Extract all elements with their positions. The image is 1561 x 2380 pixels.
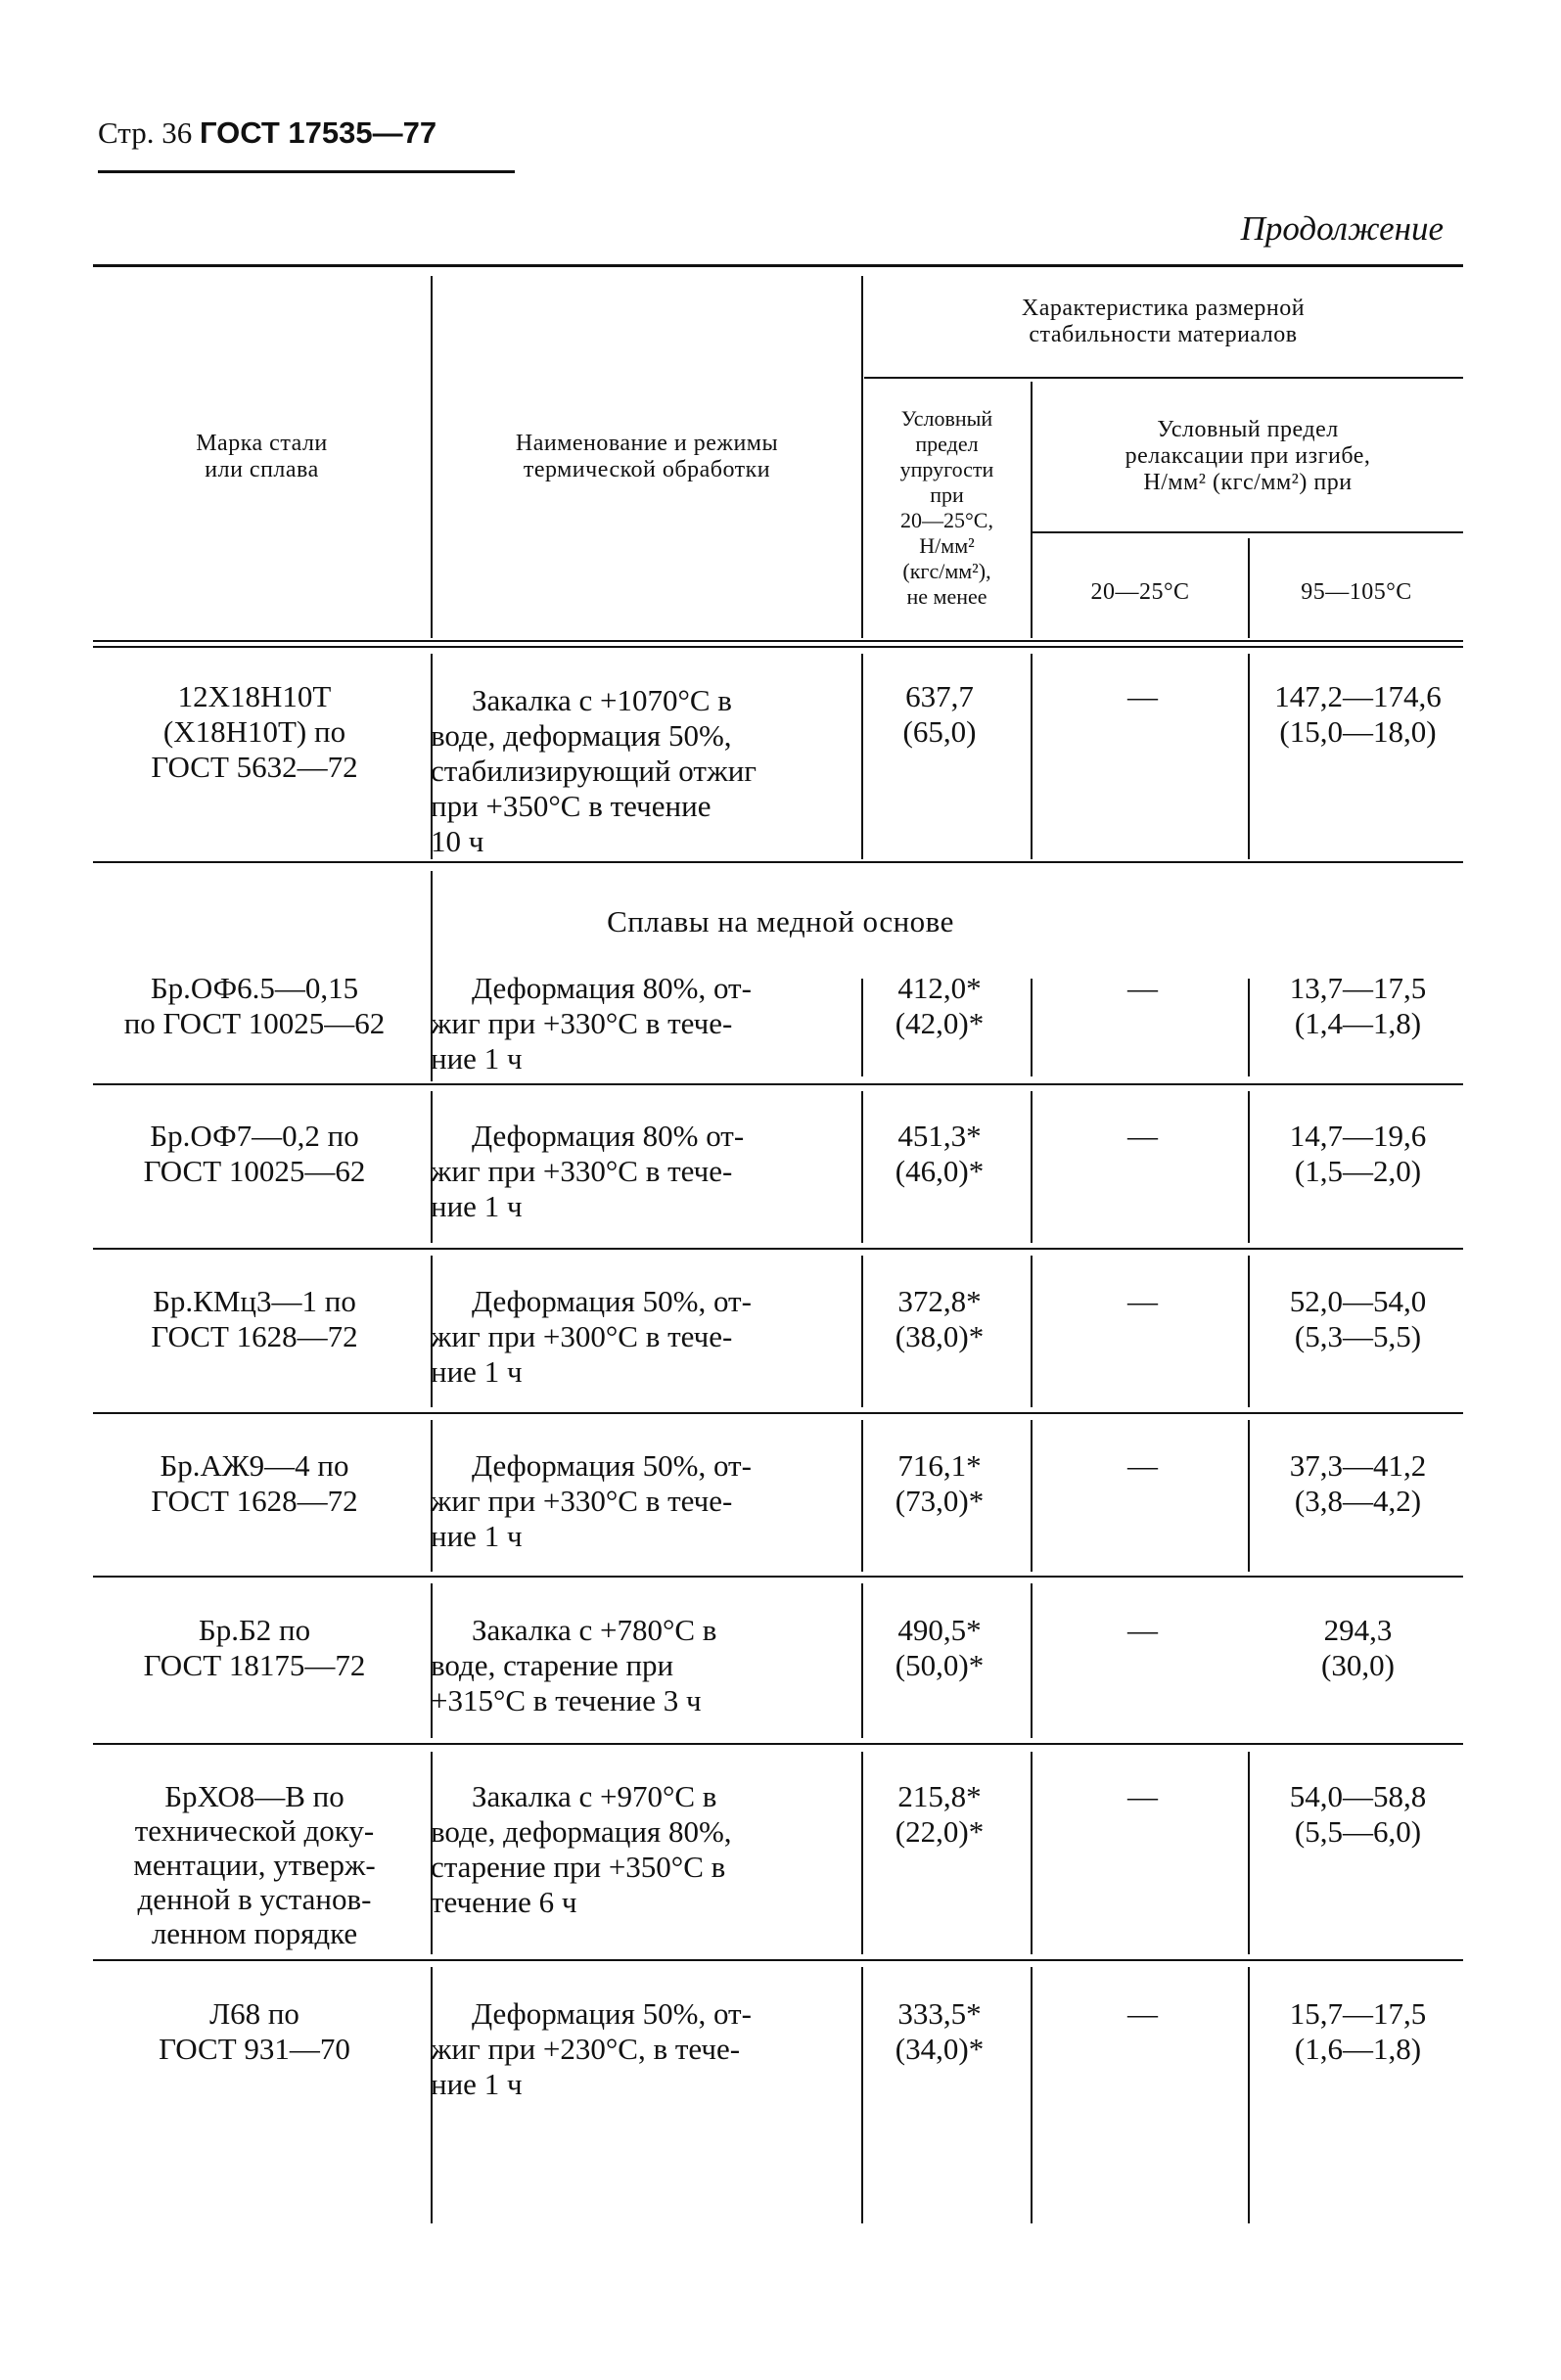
col-divider bbox=[861, 1091, 863, 1243]
relax-95-cell: 54,0—58,8 (5,5—6,0) bbox=[1289, 1779, 1427, 1849]
page-number: Стр. 36 bbox=[98, 115, 193, 150]
elastic-limit-cell: 637,7 (65,0) bbox=[902, 679, 977, 749]
grade-cell: Бр.Б2 по ГОСТ 18175—72 bbox=[143, 1613, 366, 1682]
col-divider bbox=[1031, 1091, 1033, 1243]
header-rule bbox=[98, 170, 515, 173]
grade-cell: Бр.КМц3—1 по ГОСТ 1628—72 bbox=[151, 1284, 358, 1353]
row-separator bbox=[93, 1412, 1463, 1414]
relax-20-cell: — bbox=[1127, 1448, 1158, 1483]
relax-95-cell: 13,7—17,5 (1,4—1,8) bbox=[1289, 971, 1427, 1040]
row-separator bbox=[93, 861, 1463, 863]
row-separator bbox=[93, 1083, 1463, 1085]
relax-95-cell: 294,3 (30,0) bbox=[1321, 1613, 1395, 1682]
treatment-cell: Деформация 50%, от- жиг при +230°С, в тече- ние 1 ч bbox=[431, 1996, 752, 2101]
section-title: Сплавы на медной основе bbox=[607, 904, 954, 938]
page-header bbox=[98, 115, 436, 151]
elastic-limit-cell: 490,5* (50,0)* bbox=[895, 1613, 985, 1682]
elastic-limit-cell: 716,1* (73,0)* bbox=[895, 1448, 985, 1518]
relax-20-cell: — bbox=[1127, 1284, 1158, 1318]
grade-cell: Бр.ОФ6.5—0,15 по ГОСТ 10025—62 bbox=[123, 971, 386, 1040]
row-separator bbox=[93, 1576, 1463, 1578]
grade-cell: Бр.АЖ9—4 по ГОСТ 1628—72 bbox=[151, 1448, 358, 1518]
relax-20-cell: — bbox=[1127, 1613, 1158, 1647]
elastic-limit-cell: 333,5* (34,0)* bbox=[895, 1996, 985, 2066]
col-divider bbox=[861, 1420, 863, 1572]
relax-95-cell: 14,7—19,6 (1,5—2,0) bbox=[1289, 1119, 1427, 1188]
row-separator bbox=[93, 1959, 1463, 1961]
header-relax-95: 95—105°С bbox=[1301, 579, 1412, 605]
grade-cell: Л68 по ГОСТ 931—70 bbox=[159, 1996, 350, 2066]
header-treatment: Наименование и режимы термической обработки bbox=[515, 431, 779, 482]
relax-20-cell: — bbox=[1127, 679, 1158, 713]
relax-20-cell: — bbox=[1127, 971, 1158, 1005]
relax-95-cell: 52,0—54,0 (5,3—5,5) bbox=[1289, 1284, 1427, 1353]
relax-95-cell: 147,2—174,6 (15,0—18,0) bbox=[1274, 679, 1442, 749]
header-elastic-limit: Условный предел упругости при 20—25°С, Н/мм² (кгс/мм²), не менее bbox=[899, 406, 994, 609]
standard-number: ГОСТ 17535—77 bbox=[199, 115, 437, 150]
treatment-cell: Деформация 80% от- жиг при +330°С в тече- ние 1 ч bbox=[431, 1119, 745, 1223]
header-bottom-rule-2 bbox=[93, 646, 1463, 648]
col-divider bbox=[1031, 1583, 1033, 1738]
header-relaxation-limit: Условный предел релаксации при изгибе, Н/мм² (кгс/мм²) при bbox=[1125, 417, 1371, 495]
row-separator bbox=[93, 1248, 1463, 1250]
row-separator bbox=[93, 1743, 1463, 1745]
elastic-limit-cell: 372,8* (38,0)* bbox=[895, 1284, 985, 1353]
group-header-rule bbox=[864, 377, 1463, 379]
relax-95-cell: 37,3—41,2 (3,8—4,2) bbox=[1289, 1448, 1427, 1518]
grade-cell: 12Х18Н10Т (Х18Н10Т) по ГОСТ 5632—72 bbox=[151, 679, 358, 784]
header-group: Характеристика размерной стабильности материалов bbox=[1021, 296, 1306, 347]
elastic-limit-cell: 451,3* (46,0)* bbox=[895, 1119, 985, 1188]
elastic-limit-cell: 412,0* (42,0)* bbox=[895, 971, 985, 1040]
header-relax-20: 20—25°С bbox=[1090, 579, 1190, 605]
col-divider bbox=[861, 1256, 863, 1407]
header-bottom-rule-1 bbox=[93, 640, 1463, 642]
treatment-cell: Закалка с +780°С в воде, старение при +315°С в течение 3 ч bbox=[431, 1613, 717, 1717]
col-divider bbox=[1031, 1256, 1033, 1407]
treatment-cell: Деформация 80%, от- жиг при +330°С в тече- ние 1 ч bbox=[431, 971, 752, 1076]
col-divider bbox=[861, 1752, 863, 1954]
grade-cell: Бр.ОФ7—0,2 по ГОСТ 10025—62 bbox=[143, 1119, 366, 1188]
col-divider bbox=[861, 979, 863, 1076]
col-divider bbox=[861, 1967, 863, 2223]
col-divider bbox=[861, 1583, 863, 1738]
col-divider bbox=[861, 654, 863, 859]
treatment-cell: Закалка с +970°С в воде, деформация 80%, старение при +350°С в течение 6 ч bbox=[431, 1779, 732, 1919]
elastic-limit-cell: 215,8* (22,0)* bbox=[895, 1779, 985, 1849]
continuation-label: Продолжение bbox=[1240, 209, 1444, 248]
treatment-cell: Деформация 50%, от- жиг при +300°С в тече- ние 1 ч bbox=[431, 1284, 752, 1389]
table-top-rule bbox=[93, 264, 1463, 267]
relax-95-cell: 15,7—17,5 (1,6—1,8) bbox=[1289, 1996, 1427, 2066]
relax-header-rule bbox=[1031, 531, 1463, 533]
col-divider bbox=[1031, 1420, 1033, 1572]
relax-20-cell: — bbox=[1127, 1779, 1158, 1813]
treatment-cell: Закалка с +1070°С в воде, деформация 50%, стабилизирующий отжиг при +350°С в течение 10 ч bbox=[431, 683, 757, 858]
treatment-cell: Деформация 50%, от- жиг при +330°С в тече- ние 1 ч bbox=[431, 1448, 752, 1553]
grade-cell: БрХО8—В по технической доку- ментации, утверж- денной в установ- ленном порядке bbox=[133, 1779, 376, 1950]
header-grade: Марка стали или сплава bbox=[196, 431, 328, 482]
relax-20-cell: — bbox=[1127, 1996, 1158, 2031]
relax-20-cell: — bbox=[1127, 1119, 1158, 1153]
